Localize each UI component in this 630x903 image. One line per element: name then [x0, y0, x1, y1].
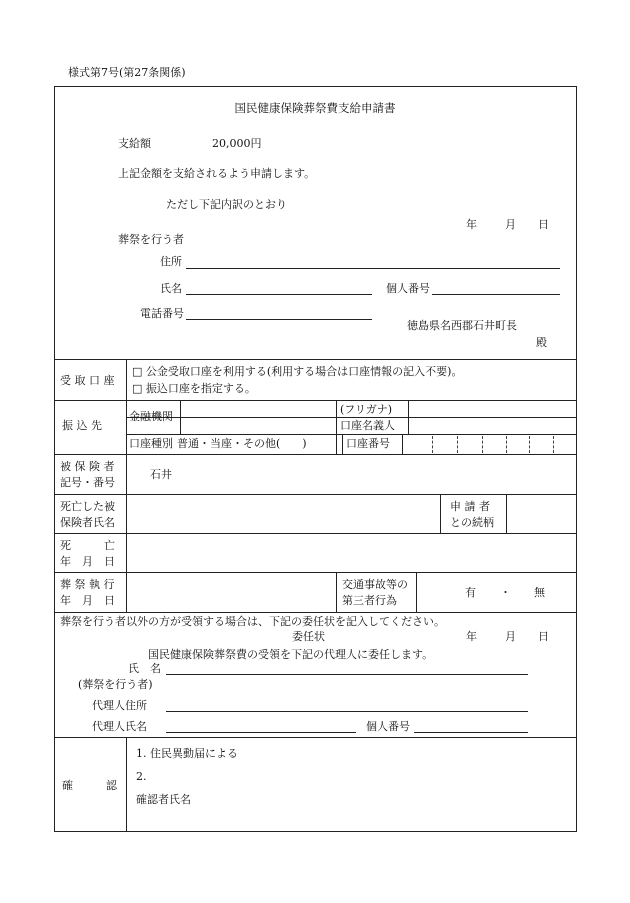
date-month: 月 — [505, 218, 516, 231]
digit-separator — [482, 436, 483, 453]
address-label: 住所 — [160, 255, 182, 268]
personal-number-field[interactable] — [432, 294, 560, 295]
death-date-label-2: 年 月 日 — [60, 555, 115, 568]
third-party-label-1: 交通事故等の — [342, 578, 408, 591]
rule — [126, 359, 127, 612]
form-title: 国民健康保険葬祭費支給申請書 — [234, 101, 396, 115]
name-field[interactable] — [186, 294, 372, 295]
account-type-label: 口座種別 — [129, 437, 173, 450]
rule — [440, 494, 441, 533]
proxy-name-field[interactable] — [166, 674, 528, 675]
relationship-label-2: との続柄 — [450, 516, 494, 529]
confirmation-item-1: 1. 住民異動届による — [136, 747, 238, 760]
rule — [336, 417, 408, 418]
date-day: 日 — [538, 218, 549, 231]
rule — [336, 400, 337, 454]
phone-label: 電話番号 — [140, 307, 184, 320]
rule — [126, 434, 577, 435]
rule — [54, 612, 577, 613]
rule — [54, 454, 577, 455]
date-year: 年 — [466, 218, 477, 231]
rule — [416, 572, 417, 612]
relationship-label-1: 申 請 者 — [450, 500, 490, 513]
digit-separator — [529, 436, 530, 453]
insured-number-label-2: 記号・番号 — [60, 476, 115, 489]
name-label: 氏名 — [160, 282, 182, 295]
funeral-date-label-2: 年 月 日 — [60, 594, 115, 607]
account-holder-label: 口座名義人 — [340, 419, 395, 432]
breakdown-text: ただし下記内訳のとおり — [166, 198, 287, 211]
rule — [342, 434, 343, 454]
transfer-label: 振 込 先 — [62, 419, 102, 432]
digit-separator — [506, 436, 507, 453]
address-field[interactable] — [186, 268, 560, 269]
confirmer-name-label: 確認者氏名 — [136, 793, 191, 806]
personal-number-label: 個人番号 — [386, 282, 430, 295]
confirmation-item-2: 2. — [136, 770, 147, 783]
rule — [54, 533, 577, 534]
proxy-title: 委任状 — [292, 630, 325, 643]
public-account-option[interactable]: □ 公金受取口座を利用する(利用する場合は口座情報の記入不要)。 — [132, 365, 463, 378]
separator-dot: ・ — [500, 586, 511, 599]
proxy-date-year: 年 — [466, 630, 477, 643]
proxy-date-day: 日 — [538, 630, 549, 643]
agent-name-field[interactable] — [166, 732, 356, 733]
rule — [180, 400, 181, 434]
rule — [126, 737, 127, 832]
rule — [402, 434, 403, 454]
digit-separator — [553, 436, 554, 453]
rule — [54, 494, 577, 495]
honorific: 殿 — [536, 336, 547, 349]
furigana-label: (フリガナ) — [340, 403, 393, 416]
death-date-label-1: 死 亡 — [60, 539, 115, 552]
proxy-date-month: 月 — [505, 630, 516, 643]
third-party-label-2: 第三者行為 — [342, 594, 397, 607]
digit-separator — [432, 436, 433, 453]
agent-address-label: 代理人住所 — [92, 699, 147, 712]
no-option[interactable]: 無 — [534, 586, 545, 599]
insured-number-value[interactable]: 石井 — [150, 468, 172, 481]
agent-name-label: 代理人氏名 — [92, 720, 147, 733]
designate-account-option[interactable]: □ 振込口座を指定する。 — [132, 382, 256, 395]
proxy-notice: 葬祭を行う者以外の方が受領する場合は、下記の委任状を記入してください。 — [60, 615, 445, 628]
rule — [54, 572, 577, 573]
rule — [506, 494, 507, 533]
rule — [54, 400, 577, 401]
rule — [54, 737, 577, 738]
applicant-heading: 葬祭を行う者 — [118, 233, 184, 246]
rule — [54, 359, 577, 360]
agent-personal-number-label: 個人番号 — [366, 720, 410, 733]
bank-label: 金融機関 — [129, 410, 173, 423]
addressee: 徳島県名西郡石井町長 — [407, 319, 517, 332]
digit-separator — [457, 436, 458, 453]
insured-number-label-1: 被 保 険 者 — [60, 460, 115, 473]
account-number-label: 口座番号 — [346, 437, 390, 450]
proxy-name-label: 氏 名 — [128, 662, 161, 675]
applicant-note: (葬祭を行う者) — [78, 678, 153, 691]
rule — [336, 572, 337, 612]
deceased-name-label-2: 保険者氏名 — [60, 516, 115, 529]
phone-field[interactable] — [186, 319, 372, 320]
receiving-account-label: 受 取 口 座 — [60, 374, 115, 387]
amount-value: 20,000円 — [212, 137, 262, 150]
account-type-options[interactable]: 普通・当座・その他( ) — [177, 437, 307, 450]
proxy-statement: 国民健康保険葬祭費の受領を下記の代理人に委任します。 — [148, 648, 434, 661]
funeral-date-label-1: 葬 祭 執 行 — [60, 578, 115, 591]
confirmation-label: 確 認 — [62, 779, 117, 792]
agent-address-field[interactable] — [166, 711, 528, 712]
request-text: 上記金額を支給されるよう申請します。 — [118, 167, 316, 180]
agent-personal-number-field[interactable] — [414, 732, 528, 733]
rule — [408, 400, 409, 434]
amount-label: 支給額 — [118, 137, 151, 150]
deceased-name-label-1: 死亡した被 — [60, 500, 115, 513]
yes-option[interactable]: 有 — [465, 586, 476, 599]
form-number: 様式第7号(第27条関係) — [68, 66, 186, 79]
